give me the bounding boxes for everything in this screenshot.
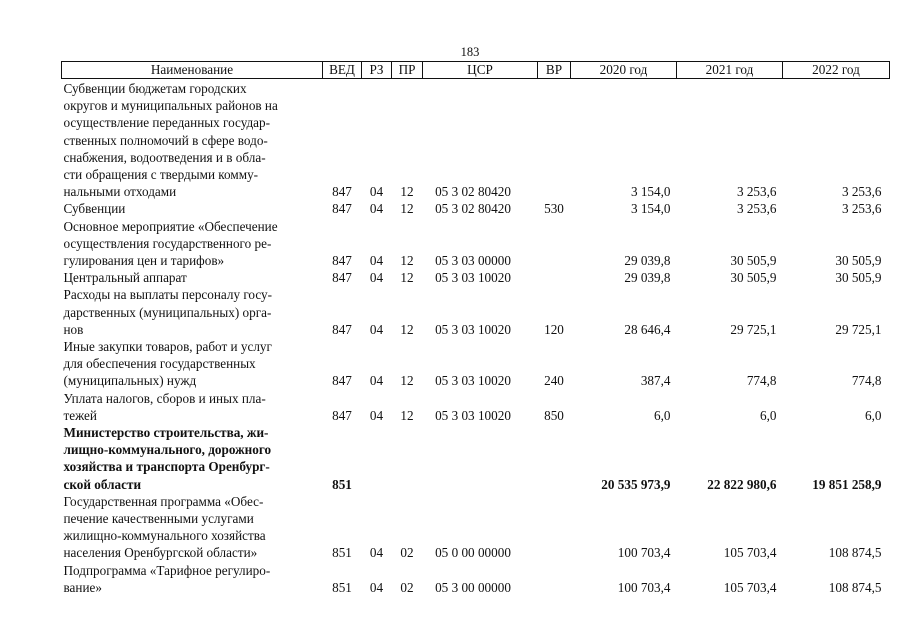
row-rz: 04 [369, 545, 384, 561]
row-name-line: Расходы на выплаты персоналу госу- [63, 287, 273, 303]
row-2022: 6,0 [865, 407, 882, 423]
row-2020: 28 646,4 [624, 321, 671, 337]
row-2021: 22 822 980,6 [707, 476, 777, 492]
row-2022: 108 874,5 [828, 545, 882, 561]
row-rz: 04 [369, 373, 384, 389]
row-name [62, 269, 323, 286]
row-name [62, 562, 323, 596]
row-rz: 04 [369, 321, 384, 337]
row-name-line: тежей [63, 407, 97, 423]
row-name-line: Основное мероприятие «Обеспечение [63, 218, 278, 234]
row-name [62, 424, 323, 493]
row-2021: 3 253,6 [736, 201, 777, 217]
row-ved: 847 [332, 270, 352, 286]
row-name-line: снабжения, водоотведения и в обла- [63, 149, 266, 165]
row-ved: 851 [332, 579, 352, 595]
row-2021: 105 703,4 [723, 545, 777, 561]
row-name-line: Центральный аппарат [63, 270, 187, 286]
row-vr [538, 562, 571, 596]
row-rz [362, 424, 392, 493]
row-pr: 12 [400, 373, 414, 389]
row-csr: 05 3 03 10020 [435, 321, 511, 337]
row-name [62, 79, 323, 201]
header-2021: 2021 год [677, 62, 783, 79]
row-rz: 04 [369, 579, 384, 595]
row-name-line: дарственных (муниципальных) орга- [63, 304, 272, 320]
row-2020: 387,4 [640, 373, 671, 389]
header-2022: 2022 год [783, 62, 890, 79]
row-vr: 240 [544, 373, 564, 389]
row-2020: 3 154,0 [630, 184, 671, 200]
row-name-line: Субвенции [63, 201, 126, 217]
row-csr: 05 3 00 00000 [435, 579, 511, 595]
row-name-line: хозяйства и транспорта Оренбург- [63, 459, 270, 475]
row-name-line: для обеспечения государственных [63, 356, 256, 372]
row-csr: 05 3 03 10020 [435, 373, 511, 389]
table-row [62, 200, 890, 217]
row-2022: 3 253,6 [841, 201, 882, 217]
row-vr [538, 269, 571, 286]
row-name [62, 218, 323, 270]
row-2021: 105 703,4 [723, 579, 777, 595]
row-csr: 05 0 00 00000 [435, 545, 511, 561]
row-rz: 04 [369, 270, 384, 286]
header-csr: ЦСР [423, 62, 538, 79]
row-vr: 530 [544, 201, 564, 217]
row-ved: 847 [332, 407, 352, 423]
row-ved: 847 [332, 253, 352, 269]
row-name-line: Подпрограмма «Тарифное регулиро- [63, 562, 271, 578]
row-pr: 12 [400, 407, 414, 423]
header-rz: РЗ [362, 62, 392, 79]
header-2020: 2020 год [571, 62, 677, 79]
row-rz: 04 [369, 184, 384, 200]
header-name: Наименование [62, 62, 323, 79]
row-name-line: гулирования цен и тарифов» [63, 253, 225, 269]
row-vr: 850 [544, 407, 564, 423]
row-vr [538, 424, 571, 493]
row-name-line: Министерство строительства, жи- [63, 425, 269, 441]
row-name-line: нальными отходами [63, 184, 177, 200]
row-2022: 3 253,6 [841, 184, 882, 200]
row-rz: 04 [369, 201, 384, 217]
row-name-line: Государственная программа «Обес- [63, 493, 264, 509]
page-number: 183 [460, 45, 480, 59]
row-csr: 05 3 03 10020 [435, 270, 511, 286]
row-2021: 774,8 [746, 373, 777, 389]
row-name-line: Иные закупки товаров, работ и услуг [63, 339, 272, 355]
row-name [62, 286, 323, 338]
row-name-line: лищно-коммунального, дорожного [63, 442, 272, 458]
row-name-line: вание» [63, 579, 102, 595]
row-name [62, 338, 323, 390]
row-name-line: сти обращения с твердыми комму- [63, 167, 259, 183]
row-2022: 19 851 258,9 [812, 476, 882, 492]
row-pr: 12 [400, 253, 414, 269]
table-row [62, 493, 890, 562]
row-2020: 3 154,0 [630, 201, 671, 217]
row-2021: 3 253,6 [736, 184, 777, 200]
row-name-line: печение качественными услугами [63, 511, 254, 527]
row-name-line: (муниципальных) нужд [63, 373, 197, 389]
row-2020: 100 703,4 [617, 579, 671, 595]
table-row [62, 562, 890, 596]
row-2021: 6,0 [760, 407, 777, 423]
row-name-line: ственных полномочий в сфере водо- [63, 132, 268, 148]
row-name-line: осуществление переданных государ- [63, 115, 271, 131]
row-ved: 851 [332, 545, 352, 561]
row-name-line: населения Оренбургской области» [63, 545, 258, 561]
header-vr: ВР [538, 62, 571, 79]
row-name [62, 390, 323, 424]
row-ved: 851 [332, 476, 352, 492]
row-ved: 847 [332, 184, 352, 200]
row-2022: 774,8 [851, 373, 882, 389]
row-2020: 100 703,4 [617, 545, 671, 561]
row-csr: 05 3 02 80420 [435, 184, 511, 200]
table-row [62, 338, 890, 390]
row-pr: 02 [400, 545, 414, 561]
row-2020: 20 535 973,9 [601, 476, 671, 492]
row-2021: 29 725,1 [730, 321, 777, 337]
header-pr: ПР [392, 62, 423, 79]
row-pr: 02 [400, 579, 414, 595]
row-2022: 30 505,9 [835, 270, 882, 286]
row-2022: 30 505,9 [835, 253, 882, 269]
row-vr: 120 [544, 321, 564, 337]
row-rz: 04 [369, 407, 384, 423]
table-body [62, 79, 890, 597]
row-name-line: осуществления государственного ре- [63, 235, 272, 251]
row-name-line: округов и муниципальных районов на [63, 98, 278, 114]
row-ved: 847 [332, 373, 352, 389]
row-csr [423, 424, 538, 493]
row-pr [392, 424, 423, 493]
row-ved: 847 [332, 321, 352, 337]
table-header-row [62, 62, 890, 79]
row-name-line: Субвенции бюджетам городских [63, 81, 247, 96]
row-ved: 847 [332, 201, 352, 217]
row-name [62, 493, 323, 562]
row-pr: 12 [400, 321, 414, 337]
row-2020: 6,0 [654, 407, 671, 423]
table-row [62, 218, 890, 270]
row-pr: 12 [400, 270, 414, 286]
row-pr: 12 [400, 184, 414, 200]
table-row [62, 286, 890, 338]
table-row [62, 269, 890, 286]
row-2022: 108 874,5 [828, 579, 882, 595]
table-row [62, 424, 890, 493]
row-csr: 05 3 02 80420 [435, 201, 511, 217]
row-name-line: нов [63, 321, 84, 337]
row-pr: 12 [400, 201, 414, 217]
row-name-line: ской области [63, 476, 142, 492]
row-2022: 29 725,1 [835, 321, 882, 337]
table-row [62, 390, 890, 424]
row-csr: 05 3 03 00000 [435, 253, 511, 269]
row-2020: 29 039,8 [624, 253, 671, 269]
row-name-line: Уплата налогов, сборов и иных пла- [63, 390, 266, 406]
row-vr [538, 493, 571, 562]
row-name [62, 200, 323, 217]
table-row [62, 79, 890, 201]
row-csr: 05 3 03 10020 [435, 407, 511, 423]
row-2020: 29 039,8 [624, 270, 671, 286]
row-2021: 30 505,9 [730, 270, 777, 286]
row-vr [538, 218, 571, 270]
budget-table [61, 61, 890, 596]
row-2021: 30 505,9 [730, 253, 777, 269]
row-name-line: жилищно-коммунального хозяйства [63, 528, 266, 544]
header-ved: ВЕД [323, 62, 362, 79]
row-vr [538, 79, 571, 201]
row-rz: 04 [369, 253, 384, 269]
